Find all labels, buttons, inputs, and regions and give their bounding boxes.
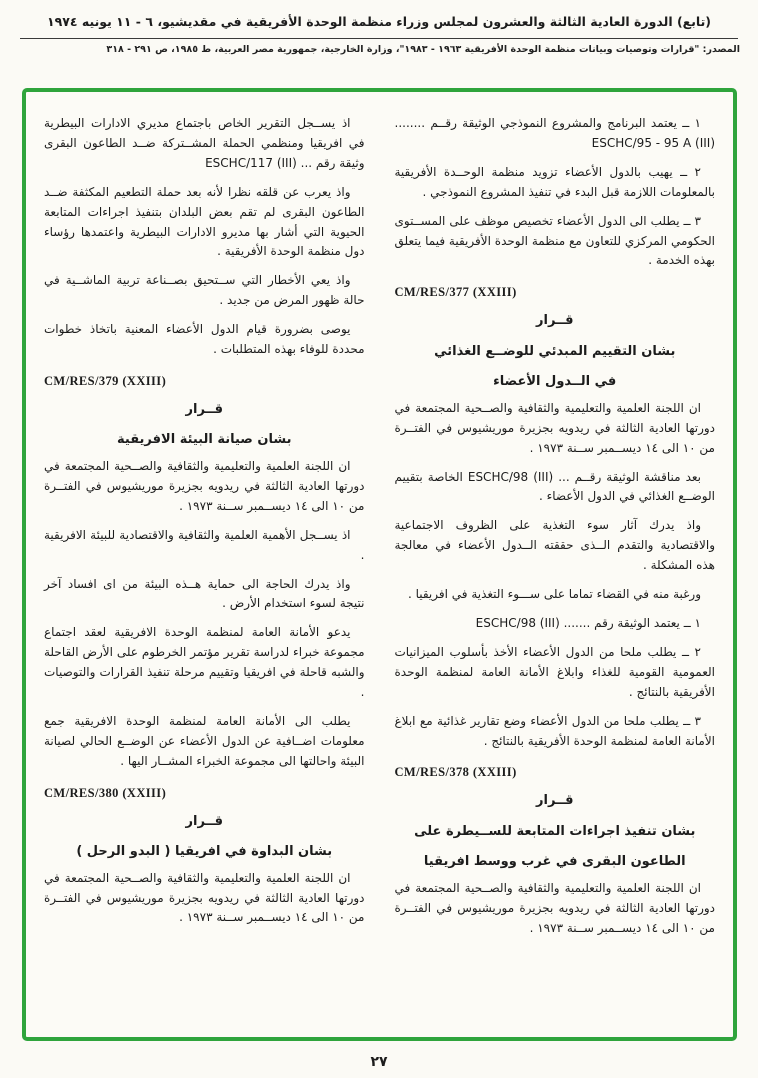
- paragraph: اذ يســجل التقرير الخاص باجتماع مديري الادارات البيطرية في افريقيا ومنظمي الحملة المشــتركة ضــد الطاعون البقرى وثيقة رقم ... ESCHC/117 (III): [44, 116, 365, 170]
- paragraph: يطلب الى الأمانة العامة لمنظمة الوحدة الافريقية جمع معلومات اضــافية عن الدول الأعضاء عن الوضــع الحالي لصيانة البيئة واحالتها الى مجموعة الخبراء المشــار اليها .: [44, 713, 365, 768]
- section-heading: بشان البداوة في افريقيا ( البدو الرحل ): [76, 844, 333, 860]
- page-number: ٢٧: [370, 1054, 388, 1070]
- section-heading: قــرار: [536, 313, 574, 329]
- resolution-code: CM/RES/380 (XXIII): [44, 785, 167, 800]
- paragraph: اذ يســجل الأهمية العلمية والثقافية والاقتصادية للبيئة الافريقية .: [44, 527, 365, 562]
- resolution-code: CM/RES/378 (XXIII): [394, 765, 517, 780]
- section-heading: بشان التقييم المبدئي للوضــع الغذائي: [434, 343, 676, 359]
- paragraph: ١ ــ يعتمد الوثيقة رقم ....... ESCHC/98 (III): [475, 616, 701, 630]
- section-heading: بشان تنفيذ اجراءات المتابعة للســيطرة على: [414, 823, 696, 839]
- section-heading: قــرار: [185, 401, 223, 417]
- paragraph: ٢ ــ يهيب بالدول الأعضاء تزويد منظمة الوحــدة الأفريقية بالمعلومات اللازمة قبل البدء في تنفيذ المشروع النموذجي .: [394, 164, 715, 199]
- column-right: [395, 114, 716, 1029]
- paragraph: يدعو الأمانة العامة لمنظمة الوحدة الافريقية لعقد اجتماع مجموعة خبراء لدراسة تقرير مؤتمر الخرطوم على الأرض القاحلة والشبه قاحلة في افريقيا وتقييم مرحلة تنفيذ القرارات والتوصيات .: [44, 625, 365, 700]
- section-heading: في الــدول الأعضاء: [493, 374, 617, 390]
- paragraph: ان اللجنة العلمية والتعليمية والثقافية والصــحية المجتمعة في دورتها العادية الثالثة في ريدويه بجزيرة موريشيوس في الفتــرة من ١٠ الى ١٤ ديســمبر ســنة ١٩٧٣ .: [394, 400, 715, 455]
- paragraph: ان اللجنة العلمية والتعليمية والثقافية والصــحية المجتمعة في دورتها العادية الثالثة في ريدويه بجزيرة موريشيوس في الفتــرة من ١٠ الى ١٤ ديســمبر ســنة ١٩٧٣ .: [44, 458, 365, 513]
- header-source: المصدر: "قرارات وتوصيات وبيانات منظمة الوحدة الأفريقية ١٩٦٣ - ١٩٨٣"، وزارة الخارجية، جمهورية مصر العربية، ط ١٩٨٥، ص ٢٩١ - ٣١٨: [106, 43, 740, 55]
- paragraph: ورغبة منه في القضاء تماما على ســـوء التغذية في افريقيا .: [407, 587, 701, 602]
- paragraph: واذ يعرب عن قلقه نظرا لأنه بعد حملة التطعيم المكثفة ضــد الطاعون البقرى لم تقم بعض البلدان بتنفيذ اجراءات المتابعة الحيوية التي أشار بها مديرو الادارات البيطرية واعتمدها رؤساء دول منظمة الوحدة الأفريقية .: [44, 184, 365, 259]
- paragraph: ان اللجنة العلمية والتعليمية والثقافية والصــحية المجتمعة في دورتها العادية الثالثة في ريدويه بجزيرة موريشيوس في الفتــرة من ١٠ الى ١٤ ديســمبر ســنة ١٩٧٣ .: [44, 870, 365, 925]
- paragraph: بعد مناقشة الوثيقة رقــم ... ESCHC/98 (III) الخاصة بتقييم الوضــع الغذائي في الدول الأعضاء .: [394, 469, 715, 504]
- resolution-code: CM/RES/379 (XXIII): [44, 373, 167, 388]
- paragraph: واذ يدرك آثار سوء التغذية على الظروف الاجتماعية والاقتصادية والتقدم الــذى حققته الــدول الأعضاء في معالجة هذه المشكلة .: [394, 518, 715, 573]
- section-heading: قــرار: [536, 793, 574, 809]
- paragraph: ٢ ــ يطلب ملحا من الدول الأعضاء الأخذ بأسلوب الميزانيات العمومية القومية للغذاء وابلاغ الأمانة العامة لمنظمة الوحدة الأفريقية بالنتائج .: [394, 644, 715, 699]
- header-title: (تابع) الدورة العادية الثالثة والعشرون لمجلس وزراء منظمة الوحدة الأفريقية في مقديشيو، ٦ - ١١ يونيه ١٩٧٤: [47, 14, 711, 29]
- resolution-code: CM/RES/377 (XXIII): [394, 285, 517, 300]
- paragraph: ٣ ــ يطلب الى الدول الأعضاء تخصيص موظف على المســتوى الحكومي المركزي للتعاون مع منظمة الوحدة الأفريقية فيما يتعلق بهذه الخدمة .: [394, 213, 715, 268]
- page-header: [0, 0, 758, 56]
- paragraph: ان اللجنة العلمية والتعليمية والثقافية والصــحية المجتمعة في دورتها العادية الثالثة في ريدويه بجزيرة موريشيوس في الفتــرة من ١٠ الى ١٤ ديســمبر ســنة ١٩٧٣ .: [394, 880, 715, 935]
- section-heading: الطاعون البقرى في غرب ووسط افريقيا: [423, 854, 686, 870]
- section-heading: قــرار: [185, 813, 223, 829]
- paragraph: ٣ ــ يطلب ملحا من الدول الأعضاء وضع تقارير غذائية مع ابلاغ الأمانة العامة لمنظمة الوحدة الأفريقية بالنتائج .: [394, 713, 715, 748]
- header-divider: [20, 38, 738, 39]
- paragraph: ١ ــ يعتمد البرنامج والمشروع النموذجي الوثيقة رقــم ........ ESCHC/95 - 95 A (III): [394, 116, 715, 150]
- columns: [44, 114, 715, 1029]
- column-left: [44, 114, 365, 1029]
- paragraph: يوصى بضرورة قيام الدول الأعضاء المعنية باتخاذ خطوات محددة للوفاء بهذه المتطلبات .: [44, 322, 365, 357]
- paragraph: واذ يعي الأخطار التي ســتحيق بصــناعة تربية الماشــية في حالة ظهور المرض من جديد .: [44, 273, 365, 308]
- section-heading: بشان صيانة البيئة الافريقية: [117, 432, 292, 448]
- paragraph: واذ يدرك الحاجة الى حماية هــذه البيئة من اى افساد آخر نتيجة لسوء استخدام الأرض .: [44, 576, 365, 611]
- content-frame: [22, 88, 737, 1041]
